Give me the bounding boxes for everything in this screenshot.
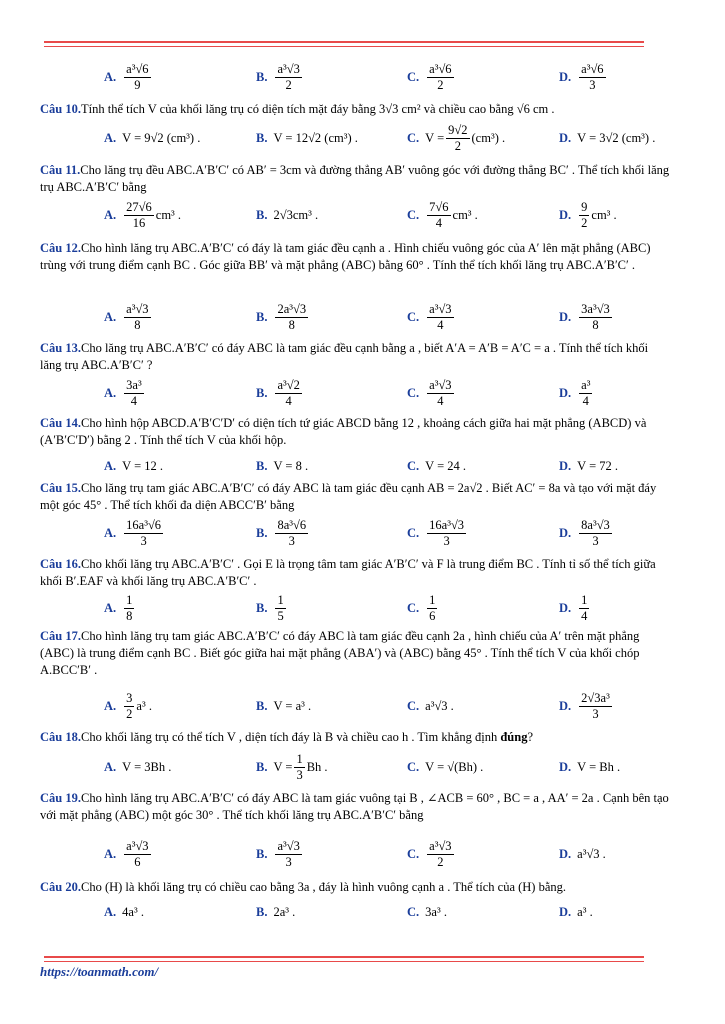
q11-option-d[interactable]: D. $\frac{9}{2}$ cm³ . bbox=[559, 199, 617, 230]
q9-options bbox=[104, 59, 672, 95]
q20-option-b[interactable]: B. 2a³ . bbox=[256, 904, 296, 919]
q9-option-d[interactable]: D. $\frac{\text{a³√6}}{3}$ bbox=[559, 61, 604, 92]
question-13-text: Cho lăng trụ ABC.A′B′C′ có đáy ABC là tam giác đều cạnh bằng a , biết A′A = A′B = A′C = a . Tính thể tích khối lăng trụ ABC.A′B′C′ ? bbox=[40, 341, 649, 372]
question-10-text: Tính thể tích V của khối lăng trụ có diện tích mặt đáy bằng 3√3 cm² và chiều cao bằng √6 cm . bbox=[80, 102, 555, 116]
q12-option-a[interactable]: A. $\frac{\text{a³√3}}{8}$ bbox=[104, 301, 149, 332]
q13-option-d[interactable]: D. $\frac{\text{a³}}{4}$ bbox=[559, 377, 591, 408]
q19-option-c[interactable]: C. $\frac{\text{a³√3}}{2}$ bbox=[407, 838, 452, 869]
q20-options bbox=[104, 894, 672, 930]
q12-option-d[interactable]: D. $\frac{\text{3a³√3}}{8}$ bbox=[559, 301, 610, 332]
q17-option-b[interactable]: B. V = a³ . bbox=[256, 698, 312, 713]
q17-option-d[interactable]: D. $\frac{\text{2√3a³}}{3}$ bbox=[559, 690, 610, 721]
q17-option-c[interactable]: C. a³√3 . bbox=[407, 698, 454, 713]
q15-option-a[interactable]: A. $\frac{\text{16a³√6}}{3}$ bbox=[104, 517, 162, 548]
question-10 bbox=[40, 101, 672, 118]
q20-option-c[interactable]: C. 3a³ . bbox=[407, 904, 447, 919]
q9-option-c[interactable]: C. $\frac{\text{a³√6}}{2}$ bbox=[407, 61, 452, 92]
footer-website-link[interactable]: https://toanmath.com/ bbox=[40, 964, 159, 979]
q14-option-d[interactable]: D. V = 72 . bbox=[559, 458, 619, 473]
question-16-text: Cho khối lăng trụ ABC.A′B′C′ . Gọi E là trọng tâm tam giác A′B′C′ và F là trung điểm BC . Tính tỉ số thể tích giữa khối B′.EAF và khối lăng trụ ABC.A′B′C′ . bbox=[40, 557, 656, 588]
question-20-text: Cho (H) là khối lăng trụ có chiều cao bằng 3a , đáy là hình vuông cạnh a . Thể tích của (H) bằng. bbox=[80, 880, 567, 894]
q12-option-b[interactable]: B. $\frac{\text{2a³√3}}{8}$ bbox=[256, 301, 307, 332]
question-17-text: Cho hình lăng trụ tam giác ABC.A′B′C′ có đáy ABC là tam giác đều cạnh 2a , hình chiếu của A′ trên mặt phẳng (ABC) là trung điểm cạnh BC . Biết góc giữa hai mặt phẳng (ABA′) và (ABC) bằng 45° . Tính thể tích V của khối chóp A.BCC′B′ . bbox=[40, 629, 640, 677]
q19-options bbox=[104, 836, 672, 872]
question-18-label: Câu 18. bbox=[40, 730, 81, 744]
question-17 bbox=[40, 628, 672, 679]
q15-option-b[interactable]: B. $\frac{\text{8a³√6}}{3}$ bbox=[256, 517, 307, 548]
q11-option-a[interactable]: A. $\frac{27√6}{16}$ cm³ . bbox=[104, 199, 182, 230]
question-19-label: Câu 19. bbox=[40, 791, 81, 805]
question-18: Câu 18.Cho khối lăng trụ có thể tích V , diện tích đáy là B và chiều cao h . Tìm khẳng định đúng? bbox=[40, 730, 534, 744]
q15-option-c[interactable]: C. $\frac{\text{16a³√3}}{3}$ bbox=[407, 517, 465, 548]
footer-rule-top bbox=[44, 956, 644, 958]
q10-option-a[interactable]: A. V = 9√2 (cm³) . bbox=[104, 130, 201, 145]
q18-option-a[interactable]: A. V = 3Bh . bbox=[104, 759, 172, 774]
q14-option-c[interactable]: C. V = 24 . bbox=[407, 458, 467, 473]
q16-option-a[interactable]: A. $\frac{1}{8}$ bbox=[104, 592, 133, 623]
question-10-label: Câu 10. bbox=[40, 102, 81, 116]
q10-option-d[interactable]: D. V = 3√2 (cm³) . bbox=[559, 130, 656, 145]
footer-rule-bottom bbox=[44, 961, 644, 962]
header-rule-top bbox=[44, 41, 644, 43]
q16-option-c[interactable]: C. $\frac{1}{6}$ bbox=[407, 592, 436, 623]
q13-option-a[interactable]: A. $\frac{\text{3a³}}{4}$ bbox=[104, 377, 142, 408]
q10-options bbox=[104, 120, 672, 156]
q16-option-d[interactable]: D. $\frac{1}{4}$ bbox=[559, 592, 588, 623]
q9-option-a[interactable]: A. $\frac{\text{a³√6}}{9}$ bbox=[104, 61, 149, 92]
q12-option-c[interactable]: C. $\frac{\text{a³√3}}{4}$ bbox=[407, 301, 452, 332]
q19-option-b[interactable]: B. $\frac{\text{a³√3}}{3}$ bbox=[256, 838, 300, 869]
question-12-text: Cho hình lăng trụ ABC.A′B′C′ có đáy là tam giác đều cạnh a . Hình chiếu vuông góc của A′ lên mặt phẳng (ABC) trùng với trung điểm cạnh BC . Góc giữa BB′ và mặt phẳng (ABC) bằng 60° . Tính thể tích khối lăng trụ ABC.A′B′C′ . bbox=[40, 241, 651, 272]
q10-option-c[interactable]: C. V = $\frac{9√2}{2}$ (cm³) . bbox=[407, 122, 506, 153]
question-13-label: Câu 13. bbox=[40, 341, 81, 355]
q13-options bbox=[104, 375, 672, 411]
question-11-text: Cho lăng trụ đều ABC.A′B′C′ có AB′ = 3cm và đường thẳng AB′ vuông góc với đường thẳng BC′ . Thể tích khối lăng trụ ABC.A′B′C′ bằng bbox=[40, 163, 670, 194]
q12-options bbox=[104, 299, 672, 335]
q19-option-d[interactable]: D. a³√3 . bbox=[559, 846, 606, 861]
q20-option-d[interactable]: D. a³ . bbox=[559, 904, 593, 919]
question-19-text: Cho hình lăng trụ ABC.A′B′C′ có đáy ABC là tam giác vuông tại B , ∠ACB = 60° , BC = a , AA′ = 2a . Cạnh bên tạo với mặt phẳng (ABC) một góc 30° . Thể tích khối lăng trụ ABC.A′B′C′ bằng bbox=[40, 791, 669, 822]
question-14-label: Câu 14. bbox=[40, 416, 81, 430]
question-19 bbox=[40, 790, 672, 824]
question-18-text: Cho khối lăng trụ có thể tích V , diện tích đáy là B và chiều cao h . Tìm khẳng định bbox=[80, 730, 498, 744]
q9-option-b[interactable]: B. $\frac{\text{a³√3}}{2}$ bbox=[256, 61, 300, 92]
q13-option-c[interactable]: C. $\frac{\text{a³√3}}{4}$ bbox=[407, 377, 452, 408]
q18-option-b[interactable]: B. V = $\frac{1}{3}$ Bh . bbox=[256, 751, 328, 782]
q14-option-a[interactable]: A. V = 12 . bbox=[104, 458, 164, 473]
question-15-text: Cho lăng trụ tam giác ABC.A′B′C′ có đáy ABC là tam giác đều cạnh AB = 2a√2 . Biết AC′ = 8a và tạo với mặt đáy một góc 45° . Thể tích khối đa diện ABCC′B′ bằng bbox=[40, 481, 657, 512]
q18-options bbox=[104, 749, 672, 785]
q19-option-a[interactable]: A. $\frac{\text{a³√3}}{6}$ bbox=[104, 838, 149, 869]
q11-options bbox=[104, 197, 672, 233]
q15-options bbox=[104, 515, 672, 551]
q18-option-d[interactable]: D. V = Bh . bbox=[559, 759, 621, 774]
header-rule-bottom bbox=[44, 46, 644, 47]
question-15 bbox=[40, 480, 672, 514]
question-11-label: Câu 11. bbox=[40, 163, 81, 177]
q11-option-b[interactable]: B. 2√3cm³ . bbox=[256, 207, 319, 222]
q14-option-b[interactable]: B. V = 8 . bbox=[256, 458, 309, 473]
question-20-label: Câu 20. bbox=[40, 880, 81, 894]
q20-option-a[interactable]: A. 4a³ . bbox=[104, 904, 144, 919]
q16-option-b[interactable]: B. $\frac{1}{5}$ bbox=[256, 592, 284, 623]
q14-options bbox=[104, 448, 672, 484]
q17-option-a[interactable]: A. $\frac{3}{2}$ a³ . bbox=[104, 690, 152, 721]
question-12-label: Câu 12. bbox=[40, 241, 81, 255]
q11-option-c[interactable]: C. $\frac{7√6}{4}$ cm³ . bbox=[407, 199, 478, 230]
q18-option-c[interactable]: C. V = √(Bh) . bbox=[407, 759, 484, 774]
q16-options bbox=[104, 590, 672, 626]
question-15-label: Câu 15. bbox=[40, 481, 81, 495]
question-12 bbox=[40, 240, 672, 274]
q10-option-b[interactable]: B. V = 12√2 (cm³) . bbox=[256, 130, 358, 145]
question-18-emphasis: đúng bbox=[500, 730, 528, 744]
question-13 bbox=[40, 340, 672, 374]
q17-options bbox=[104, 688, 672, 724]
question-16-label: Câu 16. bbox=[40, 557, 81, 571]
question-14-text: Cho hình hộp ABCD.A′B′C′D′ có diện tích tứ giác ABCD bằng 12 , khoảng cách giữa hai mặt phẳng (ABCD) và (A′B′C′D′) bằng 2 . Tính thể tích V của khối hộp. bbox=[40, 416, 647, 447]
question-16 bbox=[40, 556, 672, 590]
q15-option-d[interactable]: D. $\frac{\text{8a³√3}}{3}$ bbox=[559, 517, 610, 548]
question-11 bbox=[40, 162, 672, 196]
q13-option-b[interactable]: B. $\frac{\text{a³√2}}{4}$ bbox=[256, 377, 300, 408]
question-17-label: Câu 17. bbox=[40, 629, 81, 643]
question-14 bbox=[40, 415, 672, 449]
